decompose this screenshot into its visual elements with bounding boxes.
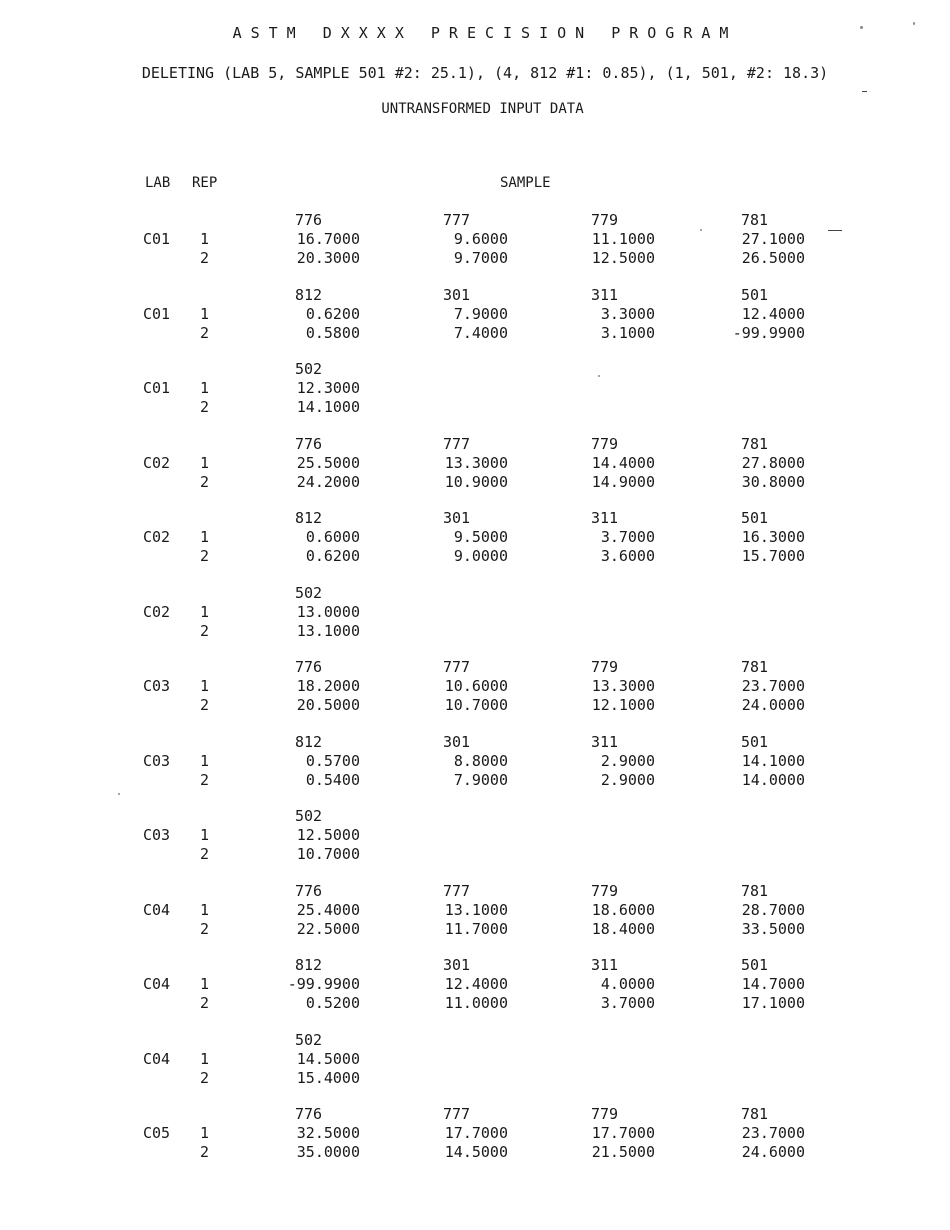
- measurement-value: 0.6200: [305, 547, 360, 565]
- measurement-value: 27.1000: [741, 230, 805, 248]
- sample-id: 781: [741, 1105, 769, 1123]
- sample-id: 501: [741, 285, 769, 304]
- rep-number: 1: [200, 230, 210, 248]
- lab-id: C01: [143, 230, 171, 248]
- sample-header-row: [0, 1031, 950, 1050]
- lab-group: [0, 509, 950, 584]
- measurement-value: 13.1000: [444, 900, 508, 919]
- scan-speck: [598, 375, 600, 377]
- table-row: [0, 752, 950, 771]
- sample-header-row: [0, 286, 950, 305]
- section-heading: UNTRANSFORMED INPUT DATA: [381, 101, 584, 117]
- table-row: [0, 1143, 950, 1162]
- measurement-value: 23.7000: [741, 1124, 805, 1142]
- sample-id: 781: [741, 434, 769, 453]
- lab-group: [0, 956, 950, 1031]
- sample-header-row: [0, 807, 950, 826]
- rep-number: 2: [200, 919, 210, 938]
- measurement-value: 17.1000: [741, 994, 805, 1012]
- rep-number: 1: [200, 751, 210, 770]
- measurement-value: 0.5200: [305, 994, 360, 1012]
- scan-speck: [913, 22, 915, 25]
- sample-id: 812: [295, 509, 323, 527]
- sample-id: 311: [591, 956, 619, 974]
- measurement-value: 7.4000: [453, 323, 508, 342]
- measurement-value: 14.4000: [591, 453, 655, 472]
- lab-group: [0, 658, 950, 733]
- measurement-value: 9.0000: [453, 547, 508, 565]
- measurement-value: 9.6000: [453, 230, 508, 248]
- scan-speck: [118, 793, 120, 795]
- rep-number: 1: [200, 677, 210, 695]
- measurement-value: 26.5000: [741, 249, 805, 267]
- sample-id: 301: [443, 732, 471, 751]
- sample-id: 776: [295, 881, 323, 900]
- rep-number: 1: [200, 528, 210, 546]
- measurement-value: 13.3000: [444, 453, 508, 472]
- rep-number: 1: [200, 1124, 210, 1142]
- measurement-value: 16.7000: [296, 230, 360, 248]
- table-row: [0, 1069, 950, 1088]
- measurement-value: 2.9000: [600, 751, 655, 770]
- sample-id: 812: [295, 732, 323, 751]
- table-row: [0, 771, 950, 790]
- measurement-value: 16.3000: [741, 528, 805, 546]
- measurement-value: 32.5000: [296, 1124, 360, 1142]
- measurement-value: 12.5000: [591, 249, 655, 267]
- measurement-value: 14.9000: [591, 472, 655, 491]
- sample-header-row: [0, 211, 950, 230]
- sample-header-row: [0, 882, 950, 901]
- sample-id: 781: [741, 658, 769, 676]
- sample-header-row: [0, 658, 950, 677]
- measurement-value: 13.0000: [296, 602, 360, 621]
- measurement-value: 3.1000: [600, 323, 655, 342]
- lab-group: [0, 360, 950, 435]
- sample-header-row: [0, 360, 950, 379]
- measurement-value: 12.4000: [741, 304, 805, 323]
- lab-group: [0, 882, 950, 957]
- measurement-value: 25.4000: [296, 900, 360, 919]
- lab-id: C04: [143, 1049, 171, 1068]
- sample-id: 777: [443, 658, 471, 676]
- rep-number: 2: [200, 472, 210, 491]
- sample-id: 776: [295, 434, 323, 453]
- measurement-value: 0.6000: [305, 528, 360, 546]
- lab-id: C01: [143, 304, 171, 323]
- measurement-value: 3.6000: [600, 547, 655, 565]
- measurement-value: 0.5400: [305, 770, 360, 789]
- sample-id: 779: [591, 881, 619, 900]
- table-row: [0, 677, 950, 696]
- measurement-value: 24.2000: [296, 472, 360, 491]
- lab-group: [0, 1031, 950, 1106]
- sample-id: 301: [443, 285, 471, 304]
- rep-number: 2: [200, 994, 210, 1012]
- table-row: [0, 454, 950, 473]
- table-row: [0, 305, 950, 324]
- sample-id: 501: [741, 732, 769, 751]
- measurement-value: 14.5000: [296, 1049, 360, 1068]
- table-row: [0, 528, 950, 547]
- measurement-value: 2.9000: [600, 770, 655, 789]
- data-table: [0, 211, 950, 1180]
- rep-number: 1: [200, 900, 210, 919]
- rep-number: 2: [200, 696, 210, 714]
- measurement-value: 15.7000: [741, 547, 805, 565]
- rep-number: 1: [200, 379, 210, 397]
- sample-header-row: [0, 435, 950, 454]
- measurement-value: 3.7000: [600, 528, 655, 546]
- rep-number: 2: [200, 621, 210, 640]
- measurement-value: 28.7000: [741, 900, 805, 919]
- lab-id: C02: [143, 453, 171, 472]
- measurement-value: 9.5000: [453, 528, 508, 546]
- lab-id: C03: [143, 677, 171, 695]
- document-title: ASTM DXXXX PRECISION PROGRAM: [232, 24, 738, 42]
- sample-id: 779: [591, 211, 619, 229]
- measurement-value: 3.3000: [600, 304, 655, 323]
- lab-id: C03: [143, 751, 171, 770]
- measurement-value: 12.4000: [444, 975, 508, 993]
- measurement-value: 8.8000: [453, 751, 508, 770]
- measurement-value: 24.0000: [741, 696, 805, 714]
- table-row: [0, 398, 950, 417]
- lab-column-header: LAB: [145, 175, 171, 191]
- measurement-value: 18.6000: [591, 900, 655, 919]
- measurement-value: 3.7000: [600, 994, 655, 1012]
- measurement-value: 11.7000: [444, 919, 508, 938]
- sample-id: 779: [591, 658, 619, 676]
- sample-header-row: [0, 584, 950, 603]
- measurement-value: 17.7000: [444, 1124, 508, 1142]
- measurement-value: 23.7000: [741, 677, 805, 695]
- sample-id: 301: [443, 956, 471, 974]
- table-row: [0, 473, 950, 492]
- measurement-value: 35.0000: [296, 1143, 360, 1161]
- sample-id: 301: [443, 509, 471, 527]
- measurement-value: 20.3000: [296, 249, 360, 267]
- measurement-value: 11.1000: [591, 230, 655, 248]
- table-row: [0, 826, 950, 845]
- measurement-value: 18.2000: [296, 677, 360, 695]
- lab-group: [0, 1105, 950, 1180]
- table-row: [0, 324, 950, 343]
- sample-id: 777: [443, 1105, 471, 1123]
- measurement-value: 20.5000: [296, 696, 360, 714]
- rep-number: 1: [200, 826, 210, 844]
- measurement-value: 7.9000: [453, 304, 508, 323]
- sample-id: 776: [295, 658, 323, 676]
- measurement-value: 12.5000: [296, 826, 360, 844]
- measurement-value: 0.5800: [305, 323, 360, 342]
- measurement-value: 12.1000: [591, 696, 655, 714]
- sample-id: 502: [295, 807, 323, 825]
- measurement-value: 10.9000: [444, 472, 508, 491]
- measurement-value: 10.6000: [444, 677, 508, 695]
- measurement-value: 14.7000: [741, 975, 805, 993]
- lab-group: [0, 733, 950, 808]
- table-row: [0, 845, 950, 864]
- sample-id: 776: [295, 1105, 323, 1123]
- measurement-value: 9.7000: [453, 249, 508, 267]
- sample-id: 501: [741, 509, 769, 527]
- table-row: [0, 1050, 950, 1069]
- rep-number: 2: [200, 249, 210, 267]
- rep-number: 2: [200, 398, 210, 416]
- measurement-value: 30.8000: [741, 472, 805, 491]
- rep-number: 2: [200, 547, 210, 565]
- sample-id: 781: [741, 211, 769, 229]
- measurement-value: 13.1000: [296, 621, 360, 640]
- lab-id: C03: [143, 826, 171, 844]
- scan-speck: [700, 229, 702, 231]
- table-row: [0, 230, 950, 249]
- table-row: [0, 379, 950, 398]
- lab-group: [0, 435, 950, 510]
- sample-header-row: [0, 733, 950, 752]
- table-row: [0, 920, 950, 939]
- table-row: [0, 622, 950, 641]
- rep-number: 2: [200, 1143, 210, 1161]
- sample-id: 502: [295, 360, 323, 378]
- sample-id: 812: [295, 956, 323, 974]
- measurement-value: 10.7000: [444, 696, 508, 714]
- measurement-value: 27.8000: [741, 453, 805, 472]
- rep-number: 1: [200, 602, 210, 621]
- rep-number: 1: [200, 453, 210, 472]
- lab-group: [0, 211, 950, 286]
- rep-number: 2: [200, 1068, 210, 1087]
- deletion-note: DELETING (LAB 5, SAMPLE 501 #2: 25.1), (4, 812 #1: 0.85), (1, 501, #2: 18.3): [141, 64, 829, 82]
- table-row: [0, 975, 950, 994]
- sample-id: 779: [591, 434, 619, 453]
- rep-number: 2: [200, 770, 210, 789]
- measurement-value: 22.5000: [296, 919, 360, 938]
- lab-id: C04: [143, 900, 171, 919]
- measurement-value: 21.5000: [591, 1143, 655, 1161]
- measurement-value: 25.5000: [296, 453, 360, 472]
- measurement-value: 0.5700: [305, 751, 360, 770]
- measurement-value: -99.9900: [732, 323, 805, 342]
- sample-id: 776: [295, 211, 323, 229]
- table-row: [0, 547, 950, 566]
- sample-id: 311: [591, 509, 619, 527]
- measurement-value: 24.6000: [741, 1143, 805, 1161]
- sample-id: 311: [591, 285, 619, 304]
- table-row: [0, 696, 950, 715]
- measurement-value: 0.6200: [305, 304, 360, 323]
- table-row: [0, 1124, 950, 1143]
- sample-id: 779: [591, 1105, 619, 1123]
- measurement-value: -99.9900: [287, 975, 360, 993]
- lab-group: [0, 286, 950, 361]
- sample-id: 777: [443, 434, 471, 453]
- sample-column-header: SAMPLE: [500, 175, 551, 191]
- scan-mark: [828, 230, 842, 231]
- lab-group: [0, 807, 950, 882]
- measurement-value: 12.3000: [296, 379, 360, 397]
- measurement-value: 14.0000: [741, 770, 805, 789]
- measurement-value: 33.5000: [741, 919, 805, 938]
- sample-header-row: [0, 956, 950, 975]
- sample-id: 781: [741, 881, 769, 900]
- table-row: [0, 249, 950, 268]
- measurement-value: 14.1000: [741, 751, 805, 770]
- sample-id: 812: [295, 285, 323, 304]
- sample-id: 311: [591, 732, 619, 751]
- rep-number: 1: [200, 975, 210, 993]
- lab-id: C04: [143, 975, 171, 993]
- lab-id: C05: [143, 1124, 171, 1142]
- measurement-value: 13.3000: [591, 677, 655, 695]
- measurement-value: 10.7000: [296, 845, 360, 863]
- measurement-value: 11.0000: [444, 994, 508, 1012]
- scan-speck: [860, 26, 863, 29]
- rep-number: 2: [200, 845, 210, 863]
- lab-id: C01: [143, 379, 171, 397]
- table-row: [0, 994, 950, 1013]
- measurement-value: 17.7000: [591, 1124, 655, 1142]
- lab-id: C02: [143, 528, 171, 546]
- lab-group: [0, 584, 950, 659]
- measurement-value: 14.5000: [444, 1143, 508, 1161]
- measurement-value: 7.9000: [453, 770, 508, 789]
- measurement-value: 18.4000: [591, 919, 655, 938]
- measurement-value: 14.1000: [296, 398, 360, 416]
- lab-id: C02: [143, 602, 171, 621]
- sample-header-row: [0, 509, 950, 528]
- rep-column-header: REP: [192, 175, 218, 191]
- sample-id: 777: [443, 881, 471, 900]
- sample-header-row: [0, 1105, 950, 1124]
- measurement-value: 4.0000: [600, 975, 655, 993]
- table-row: [0, 901, 950, 920]
- scan-mark: [862, 91, 867, 92]
- sample-id: 501: [741, 956, 769, 974]
- sample-id: 777: [443, 211, 471, 229]
- measurement-value: 15.4000: [296, 1068, 360, 1087]
- rep-number: 2: [200, 323, 210, 342]
- sample-id: 502: [295, 583, 323, 602]
- sample-id: 502: [295, 1030, 323, 1049]
- table-row: [0, 603, 950, 622]
- rep-number: 1: [200, 1049, 210, 1068]
- rep-number: 1: [200, 304, 210, 323]
